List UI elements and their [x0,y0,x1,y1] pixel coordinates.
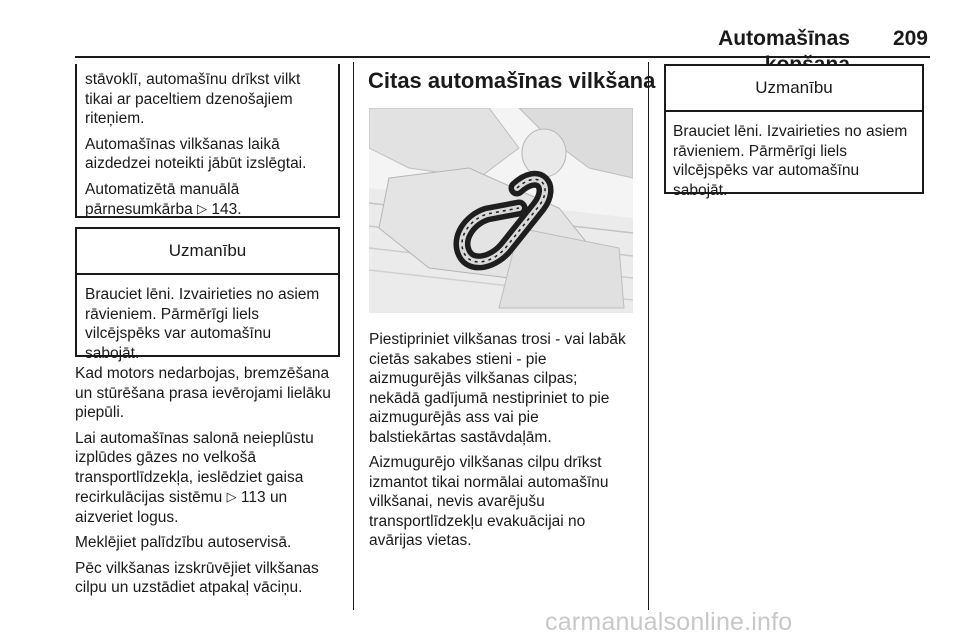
text-line: transportlīdzekļa, ieslēdziet gaisa [75,468,304,486]
text-line: pārnesumkārba [85,201,193,218]
text-line: izmantot tikai normālai automašīnu [369,473,609,491]
text-line: Meklējiet palīdzību autoservisā. [75,534,292,551]
text-line: sabojāt. [85,344,140,362]
text-line: aizmugurējās vilkšanas cilpas; [369,370,578,387]
section-heading: Citas automašīnas vilkšana [368,68,656,93]
text-line: aizmugurējās ass vai pie [369,409,539,426]
text-line: Kad motors nedarbojas, bremzēšana [75,365,330,382]
paragraph [369,330,644,447]
text-line: Pēc vilkšanas izskrūvējiet vilkšanas [75,559,319,577]
page-header-title: Automašīnas [718,27,850,50]
text-line: rāvieniem. Pārmērīgi liels [85,305,259,323]
text-line: tikai ar paceltiem dzenošajiem [85,90,293,108]
text-line: piepūli. [75,404,125,421]
caution-box-right [664,64,924,199]
text-line: Brauciet lēni. Izvairieties no asiem [673,123,908,140]
paragraph [85,180,338,220]
text-line: Lai automašīnas salonā neieplūstu [75,429,314,447]
text-line: Automašīnas vilkšanas laikā [85,135,280,153]
caution-text [85,285,338,363]
paragraph [75,559,350,598]
watermark-brand: carmanualsonline.info [545,608,793,636]
text-line: nekādā gadījumā nestipriniet to pie [369,389,610,407]
text-line: recirkulācijas sistēmu [75,489,223,506]
caution-title: Uzmanību [755,78,833,97]
text-line: Automatizētā manuālā [85,180,240,198]
page-number: 209 [892,27,928,50]
text-line: vilkšanai, nevis avarējušu [369,493,545,510]
paragraph [75,429,350,528]
paragraph [369,453,644,551]
text-line: Piestipriniet vilkšanas trosi - vai labāk [369,331,626,348]
text-line: vilcējspēks var automašīnu [673,162,860,179]
header-rule [75,56,930,58]
text-line: izplūdes gāzes no velkošā [75,449,256,466]
caution-box-left [75,227,340,362]
paragraph [75,533,350,553]
text-line: Brauciet lēni. Izvairieties no asiem [85,286,320,303]
towing-eye-icon [369,108,633,313]
text-line: rāvieniem. Pārmērīgi liels [673,142,847,160]
text-line: transportlīdzekļu evakuācijai no [369,512,586,530]
paragraph [85,70,338,129]
text-line: sabojāt. [673,181,728,199]
triangle-right-icon: ▷ [226,489,237,504]
page-reference-link[interactable]: 113 un [240,489,288,506]
text-line: stāvoklī, automašīnu drīkst vilkt [85,71,301,88]
text-line: Aizmugurējo vilkšanas cilpu drīkst [369,454,602,471]
continuation-box [75,64,340,218]
column-divider-right [648,62,649,610]
text-line: avārijas vietas. [369,532,472,549]
text-line: vilcējspēks var automašīnu [85,325,272,342]
text-line: cietās sakabes stieni - pie [369,350,547,368]
caution-text [673,122,922,200]
text-line: cilpu un uzstādiet atpakaļ vāciņu. [75,579,303,596]
page-reference-link[interactable]: 143. [211,201,242,218]
middle-body-text [369,330,644,551]
column-divider-left [353,62,354,610]
paragraph [85,135,338,174]
text-line: riteņiem. [85,110,145,127]
triangle-right-icon: ▷ [197,201,208,216]
text-line: balstiekārtas sastāvdaļām. [369,428,552,446]
paragraph [75,364,350,423]
text-line: un stūrēšana prasa ievērojami lielāku [75,384,331,402]
left-body-text [75,364,350,598]
caution-title: Uzmanību [168,241,247,260]
text-line: aizveriet logus. [75,508,179,526]
towing-eye-illustration [369,108,633,313]
text-line: aizdedzei noteikti jābūt izslēgtai. [85,155,307,172]
